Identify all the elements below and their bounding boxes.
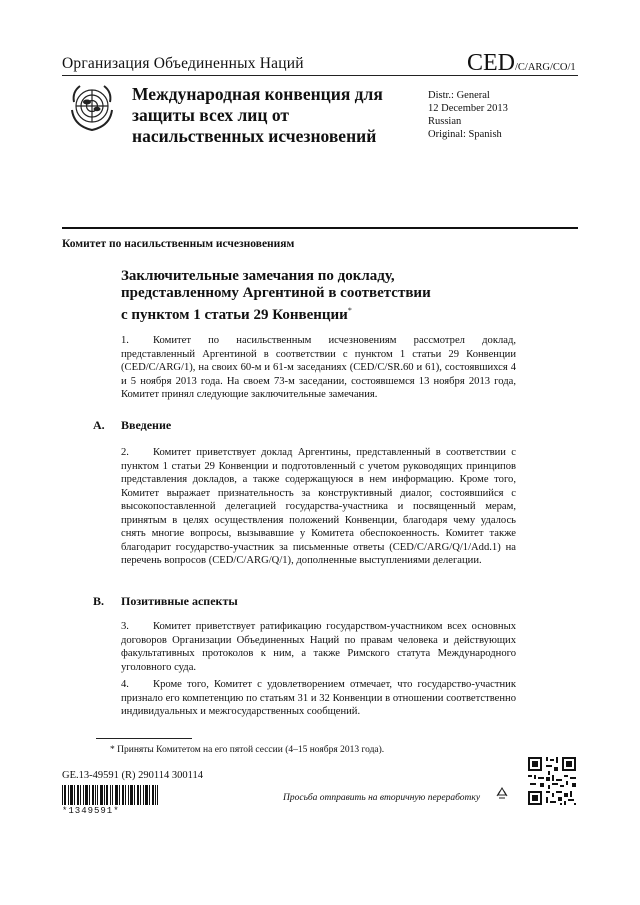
- recycle-note: Просьба отправить на вторичную переработку: [283, 793, 481, 803]
- committee-name: Комитет по насильственным исчезновениям: [62, 238, 295, 250]
- qr-code-icon: [526, 755, 578, 807]
- distr-line: Original: Spanish: [428, 129, 502, 140]
- recycle-icon: [494, 786, 510, 802]
- paragraph-text: Комитет по насильственным исчезновениям рассмотрел доклад, представленный Аргентиной в соответствии с пунктом 1 статьи 29 Конвенции (CED/C/ARG/1), на своих 60-м и 61-м заседаниях (CED/C/SR.60 и 61), состоявшихся 4 и 5 ноября 2013 года. На своем 73-м заседании, состоявшемся 13 ноября 2013 года, Комитет принял следующие заключительные замечания.: [121, 335, 516, 400]
- distr-line: Russian: [428, 116, 462, 127]
- symbol-main: CED: [467, 50, 515, 76]
- symbol-rest: /C/ARG/CO/1: [515, 62, 576, 73]
- distr-line: 12 December 2013: [428, 103, 508, 114]
- document-title: [121, 268, 481, 324]
- paragraph-3: [121, 620, 516, 674]
- paragraph-1: [121, 334, 516, 402]
- section-title: Введение: [121, 418, 172, 432]
- paragraph-text: Комитет приветствует ратификацию государством-участником всех основных договоров Организации Объединенных Наций по правам человека и действующих факультативных протоколов к ним, а также Римского статута Международного уголовного суда.: [121, 621, 516, 673]
- paragraph-4: [121, 678, 516, 719]
- paragraph-number: 1.: [121, 335, 129, 346]
- header-rule: [62, 75, 578, 76]
- un-emblem-icon: [64, 80, 120, 136]
- paragraph-2: [121, 446, 516, 568]
- section-letter: A.: [93, 418, 105, 432]
- paragraph-number: 3.: [121, 621, 129, 632]
- footnote: * Приняты Комитетом на его пятой сессии (4–15 ноября 2013 года).: [110, 745, 385, 755]
- document-symbol: [467, 50, 576, 77]
- distribution-info: [428, 89, 508, 141]
- title-line: представленному Аргентиной в соответствии: [121, 285, 431, 301]
- barcode-icon: [62, 785, 158, 805]
- convention-title: Международная конвенция для защиты всех лиц от насильственных исчезновений: [132, 84, 383, 146]
- document-number: GE.13-49591 (R) 290114 300114: [62, 770, 203, 781]
- section-title: Позитивные аспекты: [121, 594, 238, 608]
- paragraph-number: 4.: [121, 679, 129, 690]
- paragraph-number: 2.: [121, 447, 129, 458]
- section-letter: B.: [93, 594, 105, 608]
- barcode-number: *1349591*: [62, 806, 120, 816]
- title-line: Заключительные замечания по докладу,: [121, 268, 395, 284]
- org-name: Организация Объединенных Наций: [62, 55, 304, 72]
- footnote-rule: [96, 738, 192, 739]
- paragraph-text: Кроме того, Комитет с удовлетворением отмечает, что государство-участник признало его компетенцию по статьям 31 и 32 Конвенции в отношении соответственно индивидуальных и межгосударственных сообщений.: [121, 679, 516, 717]
- footnote-mark: *: [347, 306, 352, 315]
- thick-rule: [62, 227, 578, 229]
- distr-line: Distr.: General: [428, 90, 490, 101]
- paragraph-text: Комитет приветствует доклад Аргентины, представленный в соответствии с пунктом 1 статьи 29 Конвенции и подготовленный с учетом руководящих принципов представления докладов, а также содержащуюся в нем информацию. Кроме того, Комитет выражает признательность за конструктивный диалог, состоявшийся с высокопоставленной делегацией государства-участника и посвященный мерам, принятым в целях осуществления положений Конвенции, благодаря чему удалось снять многие вопросы, вызывавшие у Комитета обеспокоенность. Комитет также благодарит государство-участник за письменные ответы (CED/C/ARG/Q/1/Add.1) на перечень вопросов (CED/C/ARG/Q/1), дополненные выступлениями делегации.: [121, 447, 516, 566]
- title-line: с пунктом 1 статьи 29 Конвенции: [121, 307, 348, 323]
